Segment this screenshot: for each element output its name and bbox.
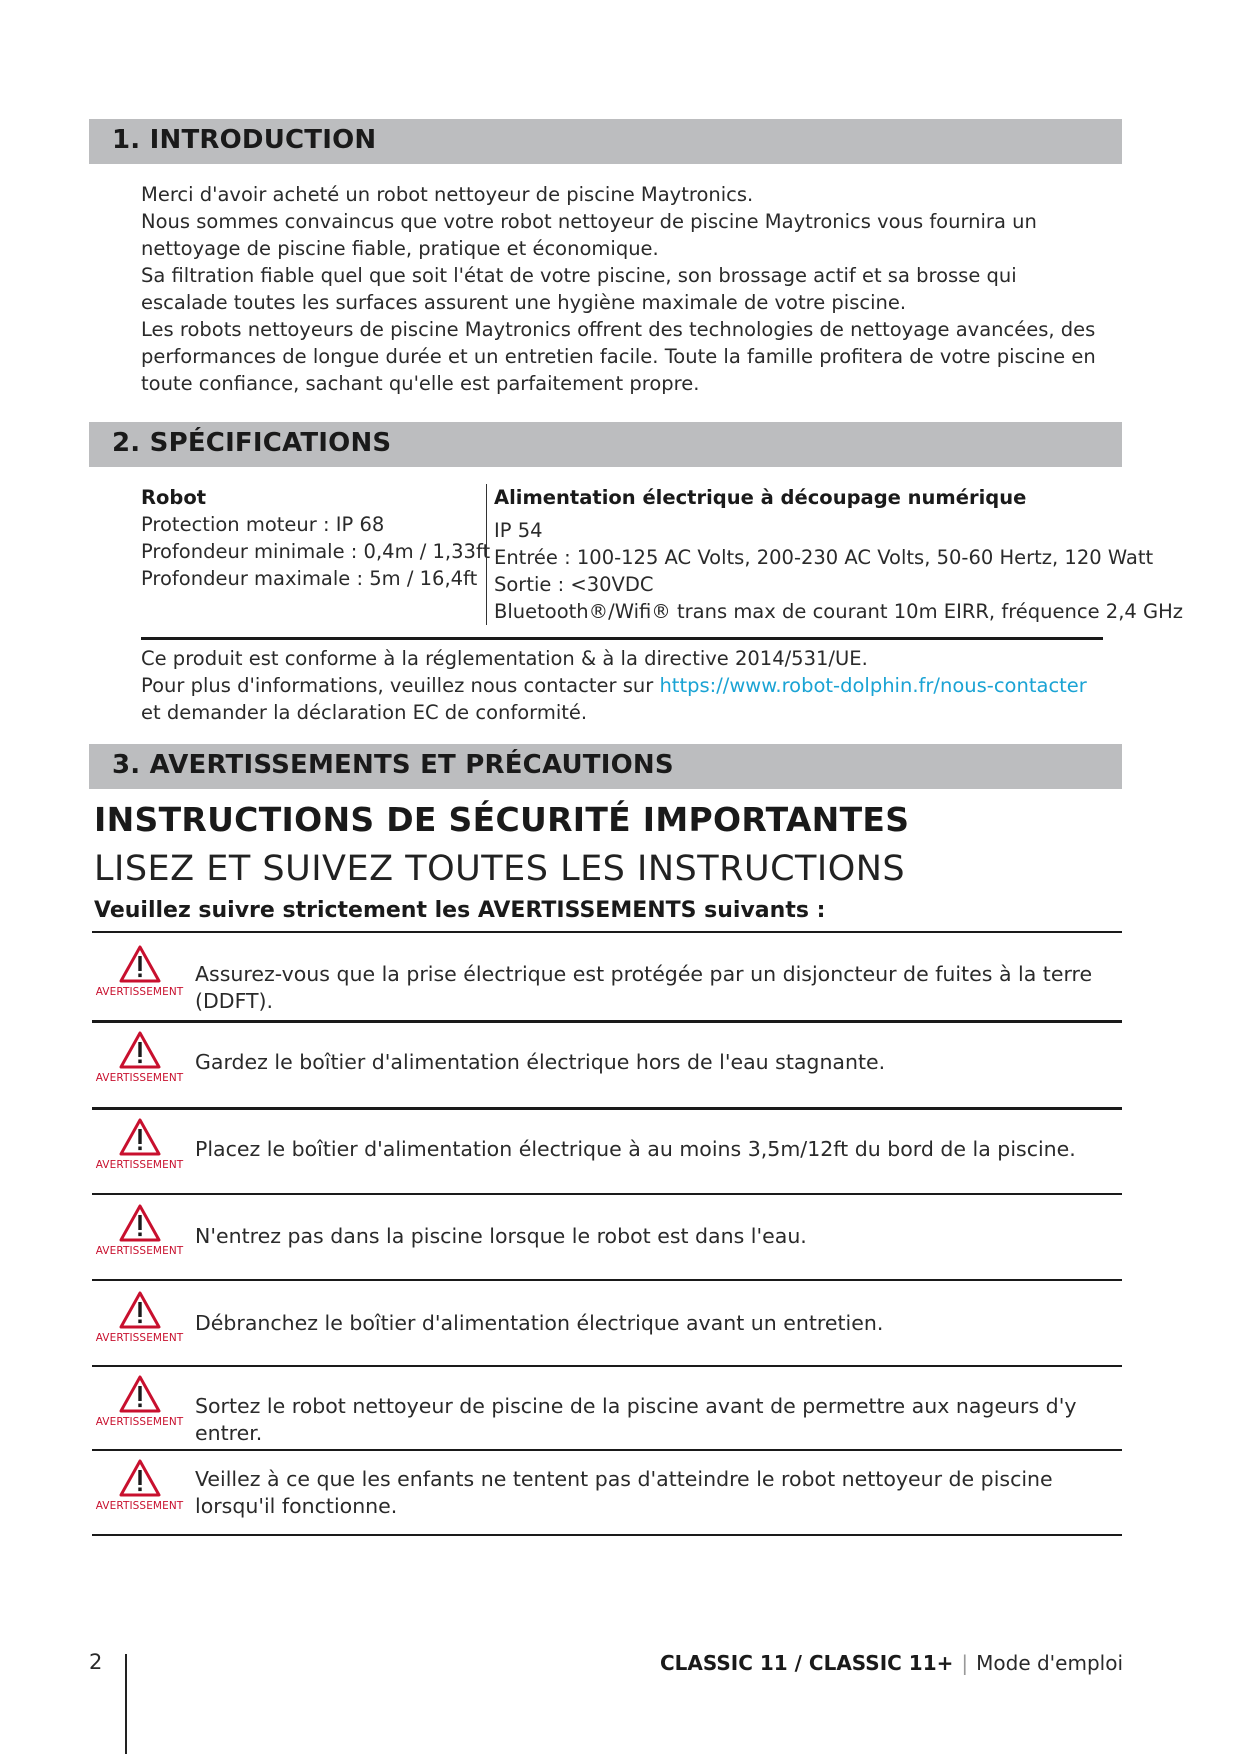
section-1-header xyxy=(89,119,1122,164)
section-title-text: INTRODUCTION xyxy=(149,125,377,155)
section-2-header xyxy=(89,422,1122,467)
section-number: 3. xyxy=(112,750,141,780)
warning-text: Placez le boîtier d'alimentation électrique à au moins 3,5m/12ft du bord de la piscine. xyxy=(195,1137,1076,1161)
warning-row xyxy=(92,1451,1122,1535)
warning-row xyxy=(92,933,1122,1020)
spec-robot-heading: Robot xyxy=(141,486,207,509)
conformity-prefix: Pour plus d'informations, veuillez nous contacter sur xyxy=(141,674,660,697)
safety-subtitle: LISEZ ET SUIVEZ TOUTES LES INSTRUCTIONS xyxy=(94,849,906,889)
conformity-line: Ce produit est conforme à la réglementation & à la directive 2014/531/UE. xyxy=(141,647,868,670)
warning-row xyxy=(92,1281,1122,1365)
spec-robot-line: Profondeur maximale : 5m / 16,4ft xyxy=(141,567,478,590)
warning-badge xyxy=(92,1117,187,1171)
warning-badge xyxy=(92,1458,187,1512)
spec-power-heading: Alimentation électrique à découpage numérique xyxy=(494,486,1027,509)
warning-triangle-icon xyxy=(118,1290,162,1330)
warning-label: AVERTISSEMENT xyxy=(95,1245,184,1257)
warning-row xyxy=(92,1023,1122,1108)
introduction-text xyxy=(141,181,1101,397)
warning-badge xyxy=(92,944,187,998)
warning-badge xyxy=(92,1030,187,1084)
intro-paragraph: Sa filtration fiable quel que soit l'état de votre piscine, son brossage actif et sa brosse qui escalade toutes les surfaces assurent une hygiène maximale de votre piscine. xyxy=(141,264,1017,314)
warning-badge xyxy=(92,1374,187,1428)
spec-power-line: Sortie : <30VDC xyxy=(494,573,654,596)
conformity-line: et demander la déclaration EC de conformité. xyxy=(141,701,588,724)
footer-margin-line xyxy=(125,1654,127,1754)
warning-text: Débranchez le boîtier d'alimentation électrique avant un entretien. xyxy=(195,1311,884,1335)
warning-text: Gardez le boîtier d'alimentation électrique hors de l'eau stagnante. xyxy=(195,1050,886,1074)
footer-separator: | xyxy=(961,1651,969,1675)
warning-triangle-icon xyxy=(118,944,162,984)
warnings-intro: Veuillez suivre strictement les AVERTISSEMENTS suivants : xyxy=(94,898,826,923)
warning-text: N'entrez pas dans la piscine lorsque le robot est dans l'eau. xyxy=(195,1224,807,1248)
spec-robot-line: Protection moteur : IP 68 xyxy=(141,513,385,536)
warning-text: Veillez à ce que les enfants ne tentent pas d'atteindre le robot nettoyeur de piscine lorsqu'il fonctionne. xyxy=(195,1467,1053,1518)
warning-label: AVERTISSEMENT xyxy=(95,1416,184,1428)
safety-title: INSTRUCTIONS DE SÉCURITÉ IMPORTANTES xyxy=(94,800,910,839)
section-3-title xyxy=(112,750,674,780)
section-2-title xyxy=(112,428,391,458)
footer-product-info xyxy=(660,1651,1123,1675)
intro-paragraph: Les robots nettoyeurs de piscine Maytronics offrent des technologies de nettoyage avancées, des performances de longue durée et un entretien facile. Toute la famille profitera de votre piscine en toute confiance, sachant qu'elle est parfaitement propre. xyxy=(141,318,1096,395)
product-name: CLASSIC 11 / CLASSIC 11+ xyxy=(659,1651,954,1675)
warning-triangle-icon xyxy=(118,1458,162,1498)
conformity-text xyxy=(141,645,1121,726)
warning-label: AVERTISSEMENT xyxy=(95,1500,184,1512)
warning-label: AVERTISSEMENT xyxy=(95,986,184,998)
warning-label: AVERTISSEMENT xyxy=(95,1159,184,1171)
section-number: 2. xyxy=(112,428,141,458)
intro-paragraph: Merci d'avoir acheté un robot nettoyeur de piscine Maytronics. xyxy=(141,183,754,206)
spec-power-column xyxy=(486,484,1184,625)
spec-power-line: IP 54 xyxy=(494,519,543,542)
warning-label: AVERTISSEMENT xyxy=(95,1332,184,1344)
section-title-text: SPÉCIFICATIONS xyxy=(149,428,392,458)
warning-triangle-icon xyxy=(118,1117,162,1157)
spec-divider xyxy=(141,637,1103,640)
warning-text: Assurez-vous que la prise électrique est protégée par un disjoncteur de fuites à la terre (DDFT). xyxy=(195,962,1093,1013)
spec-power-line: Entrée : 100-125 AC Volts, 200-230 AC Volts, 50-60 Hertz, 120 Watt xyxy=(494,546,1154,569)
spec-robot-column xyxy=(141,484,491,592)
warning-row xyxy=(92,1110,1122,1193)
spec-power-line: Bluetooth®/Wifi® trans max de courant 10m EIRR, fréquence 2,4 GHz xyxy=(494,600,1184,623)
spec-robot-line: Profondeur minimale : 0,4m / 1,33ft xyxy=(141,540,491,563)
intro-paragraph: Nous sommes convaincus que votre robot nettoyeur de piscine Maytronics vous fournira un nettoyage de piscine fiable, pratique et économique. xyxy=(141,210,1037,260)
contact-link[interactable]: https://www.robot-dolphin.fr/nous-contacter xyxy=(659,674,1087,697)
section-title-text: AVERTISSEMENTS ET PRÉCAUTIONS xyxy=(149,750,674,780)
section-1-title xyxy=(112,125,376,155)
warning-text: Sortez le robot nettoyeur de piscine de la piscine avant de permettre aux nageurs d'y entrer. xyxy=(195,1394,1077,1445)
warning-triangle-icon xyxy=(118,1030,162,1070)
document-type: Mode d'emploi xyxy=(976,1651,1123,1675)
warning-row xyxy=(92,1367,1122,1449)
page-number: 2 xyxy=(89,1650,103,1674)
warning-row xyxy=(92,1195,1122,1279)
warning-badge xyxy=(92,1290,187,1344)
section-number: 1. xyxy=(112,125,141,155)
conformity-line xyxy=(141,672,1121,699)
warning-triangle-icon xyxy=(118,1374,162,1414)
warning-badge xyxy=(92,1203,187,1257)
warning-label: AVERTISSEMENT xyxy=(95,1072,184,1084)
warning-divider xyxy=(92,1534,1122,1536)
section-3-header xyxy=(89,744,1122,789)
warning-triangle-icon xyxy=(118,1203,162,1243)
